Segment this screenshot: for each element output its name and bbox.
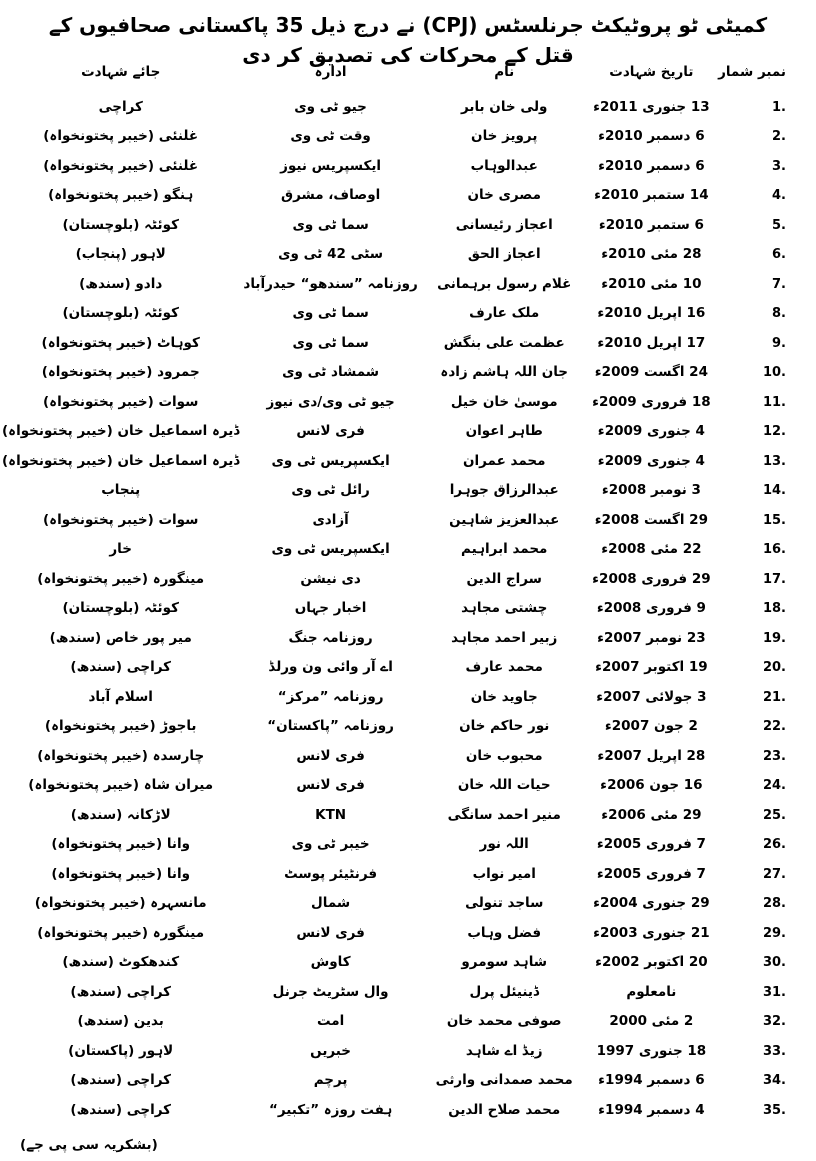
cell-place: غلنئی (خیبر پختونخواہ) bbox=[43, 157, 199, 174]
cell-serial: 20. bbox=[762, 660, 786, 676]
cell-place: باجوڑ (خیبر پختونخواہ) bbox=[44, 718, 197, 735]
cell-org: فری لانس bbox=[296, 924, 365, 941]
cell-name: مصری خان bbox=[467, 187, 541, 204]
cell-date: 6 ستمبر 2010ء bbox=[598, 216, 704, 233]
table-row bbox=[0, 417, 788, 447]
cell-org: روزنامہ ”مرکز“ bbox=[277, 688, 384, 705]
cell-org: سما ٹی وی bbox=[292, 305, 369, 322]
cell-name: صوفی محمد خان bbox=[446, 1013, 562, 1030]
table-row bbox=[0, 181, 788, 211]
cell-serial: 6. bbox=[772, 247, 786, 263]
cell-name: زبیر احمد مجاہد bbox=[451, 629, 558, 646]
cell-org: جیو ٹی وی/دی نیوز bbox=[266, 393, 395, 410]
cell-name: نور حاکم خان bbox=[459, 718, 550, 735]
cell-org: رائل ٹی وی bbox=[291, 482, 370, 499]
cell-date: 19 اکتوبر 2007ء bbox=[595, 659, 708, 676]
cell-place: کوئٹہ (بلوچستان) bbox=[62, 216, 179, 233]
cell-name: محمد عارف bbox=[465, 659, 543, 676]
cell-org: فری لانس bbox=[296, 747, 365, 764]
cell-date: نامعلوم bbox=[626, 983, 677, 1000]
table-row bbox=[0, 948, 788, 978]
cell-place: جمرود (خیبر پختونخواہ) bbox=[41, 364, 200, 381]
cell-org: وال سٹریٹ جرنل bbox=[272, 983, 389, 1000]
table-row bbox=[0, 741, 788, 771]
table-body bbox=[0, 92, 788, 1125]
cell-date: 2 مئی 2000 bbox=[609, 1013, 694, 1030]
cell-place: ہنگو (خیبر پختونخواہ) bbox=[48, 187, 194, 204]
table-row bbox=[0, 1036, 788, 1066]
cell-date: 9 فروری 2008ء bbox=[596, 600, 706, 617]
cell-name: حیات اللہ خان bbox=[457, 777, 551, 794]
cell-place: وانا (خیبر پختونخواہ) bbox=[51, 836, 191, 853]
cell-org: امت bbox=[316, 1013, 345, 1030]
cell-place: کوئٹہ (بلوچستان) bbox=[62, 600, 179, 617]
cell-name: عبدالرزاق جوہرا bbox=[449, 482, 559, 499]
cell-serial: 25. bbox=[762, 807, 786, 823]
cell-org: جیو ٹی وی bbox=[294, 98, 367, 115]
cell-org: ایکسپریس ٹی وی bbox=[271, 541, 390, 558]
cell-serial: 15. bbox=[762, 512, 786, 528]
cell-date: 23 نومبر 2007ء bbox=[597, 629, 706, 646]
cell-org: اے آر وائی ون ورلڈ bbox=[268, 659, 393, 676]
cell-serial: 29. bbox=[762, 925, 786, 941]
footer-credit: (بشکریہ سی پی جے) bbox=[20, 1137, 158, 1153]
cell-place: ڈیرہ اسماعیل خان (خیبر پختونخواہ) bbox=[2, 423, 240, 440]
cell-org: روزنامہ ”پاکستان“ bbox=[267, 718, 394, 735]
table-row bbox=[0, 240, 788, 270]
cell-date: 14 ستمبر 2010ء bbox=[594, 187, 709, 204]
cell-date: 7 فروری 2005ء bbox=[596, 836, 706, 853]
table-row bbox=[0, 269, 788, 299]
cell-place: لاہور (پنجاب) bbox=[75, 246, 166, 263]
table-row bbox=[0, 358, 788, 388]
cell-name: امیر نواب bbox=[472, 865, 536, 882]
cell-place: سوات (خیبر پختونخواہ) bbox=[43, 393, 199, 410]
table-row bbox=[0, 92, 788, 122]
cell-name: جاوید خان bbox=[470, 688, 538, 705]
cell-date: 20 اکتوبر 2002ء bbox=[595, 954, 708, 971]
cell-serial: 28. bbox=[762, 896, 786, 912]
cell-date: 3 نومبر 2008ء bbox=[601, 482, 701, 499]
cell-date: 18 جنوری 1997 bbox=[596, 1042, 707, 1059]
cell-org: شمشاد ٹی وی bbox=[282, 364, 380, 381]
cell-place: کراچی (سندھ) bbox=[70, 983, 171, 1000]
cell-date: 6 دسمبر 1994ء bbox=[598, 1072, 705, 1089]
cell-name: محمد صلاح الدین bbox=[448, 1101, 561, 1118]
cell-org: فری لانس bbox=[296, 423, 365, 440]
cell-place: بدین (سندھ) bbox=[77, 1013, 164, 1030]
cell-serial: 26. bbox=[762, 837, 786, 853]
table-row bbox=[0, 889, 788, 919]
cell-name: فضل وہاب bbox=[467, 924, 542, 941]
cell-serial: 27. bbox=[762, 866, 786, 882]
cell-org: روزنامہ ”سندھو“ حیدرآباد bbox=[243, 275, 418, 292]
cell-place: کراچی (سندھ) bbox=[70, 1072, 171, 1089]
cell-date: 29 اگست 2008ء bbox=[594, 511, 708, 528]
cell-date: 17 اپریل 2010ء bbox=[597, 334, 706, 351]
cell-name: محمد عمران bbox=[463, 452, 546, 469]
cell-date: 24 اگست 2009ء bbox=[594, 364, 708, 381]
cell-org: سما ٹی وی bbox=[292, 216, 369, 233]
table-row bbox=[0, 564, 788, 594]
cell-date: 6 دسمبر 2010ء bbox=[598, 128, 705, 145]
cell-place: خار bbox=[109, 541, 132, 558]
cell-name: اللہ نور bbox=[479, 836, 529, 853]
cell-date: 4 جنوری 2009ء bbox=[597, 423, 705, 440]
cell-name: عبدالعزیز شاہین bbox=[449, 511, 560, 528]
cell-serial: 34. bbox=[762, 1073, 786, 1089]
cell-date: 10 مئی 2010ء bbox=[601, 275, 702, 292]
cell-serial: 19. bbox=[762, 630, 786, 646]
cell-date: 16 اپریل 2010ء bbox=[597, 305, 706, 322]
table-row bbox=[0, 712, 788, 742]
cell-name: زیڈ اے شاہد bbox=[465, 1042, 543, 1059]
table-row bbox=[0, 1095, 788, 1125]
table-row bbox=[0, 800, 788, 830]
cell-date: 6 دسمبر 2010ء bbox=[598, 157, 705, 174]
cell-date: 4 دسمبر 1994ء bbox=[598, 1101, 705, 1118]
cell-place: میر پور خاص (سندھ) bbox=[49, 629, 192, 646]
cell-place: کوہاٹ (خیبر پختونخواہ) bbox=[41, 334, 200, 351]
cell-name: طاہر اعوان bbox=[465, 423, 543, 440]
cell-date: 2 جون 2007ء bbox=[604, 718, 698, 735]
cell-org: خیبر ٹی وی bbox=[291, 836, 370, 853]
cell-serial: 10. bbox=[762, 365, 786, 381]
cell-org: روزنامہ جنگ bbox=[288, 629, 373, 646]
cell-date: 29 جنوری 2004ء bbox=[593, 895, 710, 912]
cell-org: ایکسپریس نیوز bbox=[280, 157, 382, 174]
cell-name: شاہد سومرو bbox=[461, 954, 548, 971]
cell-serial: 7. bbox=[772, 276, 786, 292]
cell-place: وانا (خیبر پختونخواہ) bbox=[51, 865, 191, 882]
cell-date: 4 جنوری 2009ء bbox=[597, 452, 705, 469]
cell-serial: 33. bbox=[762, 1043, 786, 1059]
cell-date: 28 اپریل 2007ء bbox=[597, 747, 706, 764]
cell-name: اعجاز الحق bbox=[467, 246, 541, 263]
cell-name: ڈینیئل پرل bbox=[469, 983, 539, 1000]
cell-place: دادو (سندھ) bbox=[79, 275, 163, 292]
cell-name: موسیٰ خان خیل bbox=[450, 393, 558, 410]
cell-serial: 14. bbox=[762, 483, 786, 499]
header-row bbox=[0, 52, 788, 92]
cell-serial: 4. bbox=[772, 188, 786, 204]
cell-place: کراچی bbox=[98, 98, 143, 115]
cell-org: سٹی 42 ٹی وی bbox=[278, 246, 384, 263]
cell-name: چشتی مجاہد bbox=[461, 600, 548, 617]
cell-serial: 8. bbox=[772, 306, 786, 322]
table-row bbox=[0, 122, 788, 152]
cell-name: ولی خان بابر bbox=[461, 98, 548, 115]
cell-name: محمد ابراہیم bbox=[461, 541, 548, 558]
cell-place: کراچی (سندھ) bbox=[70, 1101, 171, 1118]
cell-org: خبریں bbox=[310, 1042, 352, 1059]
cell-serial: 32. bbox=[762, 1014, 786, 1030]
cell-serial: 11. bbox=[762, 394, 786, 410]
cell-date: 18 فروری 2009ء bbox=[592, 393, 711, 410]
cell-place: لاہور (پاکستان) bbox=[68, 1042, 174, 1059]
cell-date: 29 مئی 2006ء bbox=[601, 806, 702, 823]
cell-place: لاڑکانہ (سندھ) bbox=[70, 806, 171, 823]
header-place-of-death: جائے شہادت bbox=[81, 64, 161, 80]
cell-serial: 17. bbox=[762, 571, 786, 587]
header-name: نام bbox=[494, 64, 515, 80]
journalists-table bbox=[0, 52, 788, 1125]
cell-org: پرچم bbox=[313, 1072, 348, 1089]
cell-date: 29 فروری 2008ء bbox=[592, 570, 711, 587]
cell-place: میران شاہ (خیبر پختونخواہ) bbox=[28, 777, 214, 794]
table-row bbox=[0, 210, 788, 240]
cell-place: ڈیرہ اسماعیل خان (خیبر پختونخواہ) bbox=[2, 452, 240, 469]
cell-serial: 1. bbox=[772, 99, 786, 115]
cell-date: 13 جنوری 2011ء bbox=[593, 98, 710, 115]
table-row bbox=[0, 918, 788, 948]
table-row bbox=[0, 771, 788, 801]
cell-org: ہفت روزہ ”تکبیر“ bbox=[268, 1101, 393, 1118]
cell-place: مینگورہ (خیبر پختونخواہ) bbox=[37, 570, 205, 587]
cell-date: 7 فروری 2005ء bbox=[596, 865, 706, 882]
table-row bbox=[0, 446, 788, 476]
table-row bbox=[0, 535, 788, 565]
cell-name: جان اللہ ہاشم زادہ bbox=[440, 364, 569, 381]
cell-serial: 30. bbox=[762, 955, 786, 971]
cell-place: کراچی (سندھ) bbox=[70, 659, 171, 676]
table-row bbox=[0, 623, 788, 653]
cell-serial: 22. bbox=[762, 719, 786, 735]
cell-name: پرویز خان bbox=[471, 128, 538, 145]
cell-name: اعجاز رئیسانی bbox=[455, 216, 553, 233]
cell-name: غلام رسول برہمانی bbox=[437, 275, 572, 292]
cell-serial: 5. bbox=[772, 217, 786, 233]
header-date-of-death: تاریخ شہادت bbox=[609, 64, 694, 80]
cell-place: مانسہرہ (خیبر پختونخواہ) bbox=[34, 895, 207, 912]
cell-date: 16 جون 2006ء bbox=[600, 777, 703, 794]
header-organization: ادارہ bbox=[314, 64, 347, 80]
cell-date: 3 جولائی 2007ء bbox=[596, 688, 707, 705]
cell-place: اسلام آباد bbox=[88, 688, 153, 705]
table-row bbox=[0, 299, 788, 329]
cell-place: کوئٹہ (بلوچستان) bbox=[62, 305, 179, 322]
cell-name: سراج الدین bbox=[466, 570, 542, 587]
cell-name: منیر احمد سانگی bbox=[447, 806, 561, 823]
table-row bbox=[0, 653, 788, 683]
document-title: کمیٹی ٹو پروٹیکٹ جرنلسٹس (CPJ) نے درج ذیل 35 پاکستانی صحافیوں کے قتل کے محرکات کی تصدیق کر دی bbox=[48, 13, 768, 67]
cell-serial: 13. bbox=[762, 453, 786, 469]
cell-org: فرنٹیئر پوسٹ bbox=[284, 865, 378, 882]
cell-org: فری لانس bbox=[296, 777, 365, 794]
cell-name: عظمت علی بنگش bbox=[443, 334, 565, 351]
cell-name: ساجد تنولی bbox=[465, 895, 544, 912]
table-header bbox=[0, 52, 788, 92]
cell-place: مینگورہ (خیبر پختونخواہ) bbox=[37, 924, 205, 941]
cell-place: پنجاب bbox=[101, 482, 141, 499]
cell-serial: 9. bbox=[772, 335, 786, 351]
cell-org: اخبار جہاں bbox=[294, 600, 367, 617]
cell-org: وقت ٹی وی bbox=[290, 128, 371, 145]
cell-org: آزادی bbox=[312, 511, 349, 528]
cell-serial: 2. bbox=[772, 129, 786, 145]
cell-place: سوات (خیبر پختونخواہ) bbox=[43, 511, 199, 528]
cell-org: کاوش bbox=[310, 954, 351, 971]
cell-serial: 18. bbox=[762, 601, 786, 617]
cell-date: 28 مئی 2010ء bbox=[601, 246, 702, 263]
table-row bbox=[0, 505, 788, 535]
cell-name: محبوب خان bbox=[465, 747, 543, 764]
table-row bbox=[0, 1066, 788, 1096]
table-row bbox=[0, 328, 788, 358]
table-row bbox=[0, 387, 788, 417]
cell-org: دی نیشن bbox=[300, 570, 361, 587]
cell-name: عبدالوہاب bbox=[470, 157, 538, 174]
cell-serial: 3. bbox=[772, 158, 786, 174]
table-row bbox=[0, 859, 788, 889]
cell-date: 21 جنوری 2003ء bbox=[593, 924, 710, 941]
cell-org: اوصاف، مشرق bbox=[281, 187, 381, 204]
cell-org: KTN bbox=[315, 806, 347, 823]
table-row bbox=[0, 977, 788, 1007]
cell-org: ایکسپریس ٹی وی bbox=[271, 452, 390, 469]
cell-serial: 21. bbox=[762, 689, 786, 705]
table-row bbox=[0, 476, 788, 506]
cell-serial: 16. bbox=[762, 542, 786, 558]
cell-serial: 23. bbox=[762, 748, 786, 764]
cell-org: سما ٹی وی bbox=[292, 334, 369, 351]
cell-place: غلنئی (خیبر پختونخواہ) bbox=[43, 128, 199, 145]
cell-serial: 12. bbox=[762, 424, 786, 440]
cell-place: چارسدہ (خیبر پختونخواہ) bbox=[37, 747, 205, 764]
table-row bbox=[0, 151, 788, 181]
cell-name: محمد صمدانی وارثی bbox=[435, 1072, 573, 1089]
cell-name: ملک عارف bbox=[469, 305, 540, 322]
table-row bbox=[0, 830, 788, 860]
cell-date: 22 مئی 2008ء bbox=[601, 541, 702, 558]
header-serial-number: نمبر شمار bbox=[718, 64, 786, 80]
cell-serial: 24. bbox=[762, 778, 786, 794]
cell-org: شمال bbox=[311, 895, 351, 912]
table-row bbox=[0, 594, 788, 624]
cell-place: کندھکوٹ (سندھ) bbox=[62, 954, 180, 971]
cell-serial: 31. bbox=[762, 984, 786, 1000]
cell-serial: 35. bbox=[762, 1102, 786, 1118]
table-row bbox=[0, 682, 788, 712]
table-row bbox=[0, 1007, 788, 1037]
